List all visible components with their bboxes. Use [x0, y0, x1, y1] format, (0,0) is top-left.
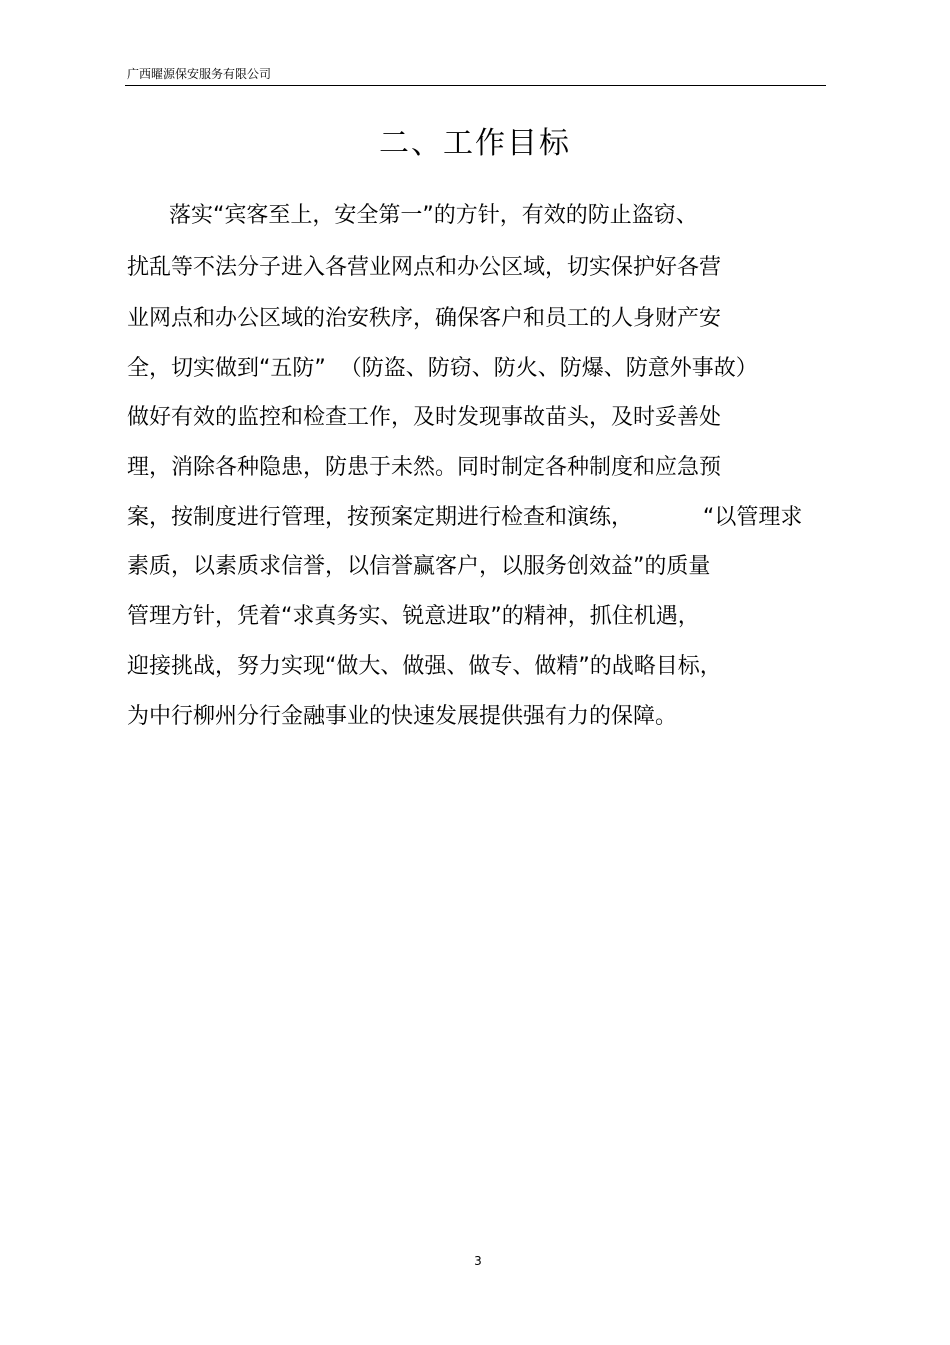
body-line-2: 扰乱等不法分子进入各营业网点和办公区域，切实保护好各营 [127, 255, 722, 280]
header-divider [125, 85, 826, 86]
body-line-5: 做好有效的监控和检查工作，及时发现事故苗头，及时妥善处 [127, 405, 722, 430]
body-line-11: 为中行柳州分行金融事业的快速发展提供强有力的保障。 [127, 704, 678, 729]
page-title: 二、工作目标 [379, 126, 571, 161]
body-line-8: 素质，以素质求信誉，以信誉赢客户，以服务创效益”的质量 [127, 554, 711, 579]
body-line-4: 全，切实做到“五防” （防盗、防窃、防火、防爆、防意外事故） [127, 356, 758, 381]
body-line-6: 理，消除各种隐患，防患于未然。同时制定各种制度和应急预 [127, 455, 722, 480]
header-company-name: 广西曜源保安服务有限公司 [127, 67, 272, 81]
body-line-3: 业网点和办公区域的治安秩序，确保客户和员工的人身财产安 [127, 306, 722, 331]
body-line-10: 迎接挑战，努力实现“做大、做强、做专、做精”的战略目标， [127, 654, 722, 679]
page-number: 3 [474, 1254, 482, 1268]
body-line-7: 案，按制度进行管理，按预案定期进行检查和演练， “以管理求 [127, 505, 803, 530]
body-line-9: 管理方针，凭着“求真务实、锐意进取”的精神，抓住机遇， [127, 604, 700, 629]
body-line-1: 落实“宾客至上，安全第一”的方针，有效的防止盗窃、 [127, 203, 698, 228]
